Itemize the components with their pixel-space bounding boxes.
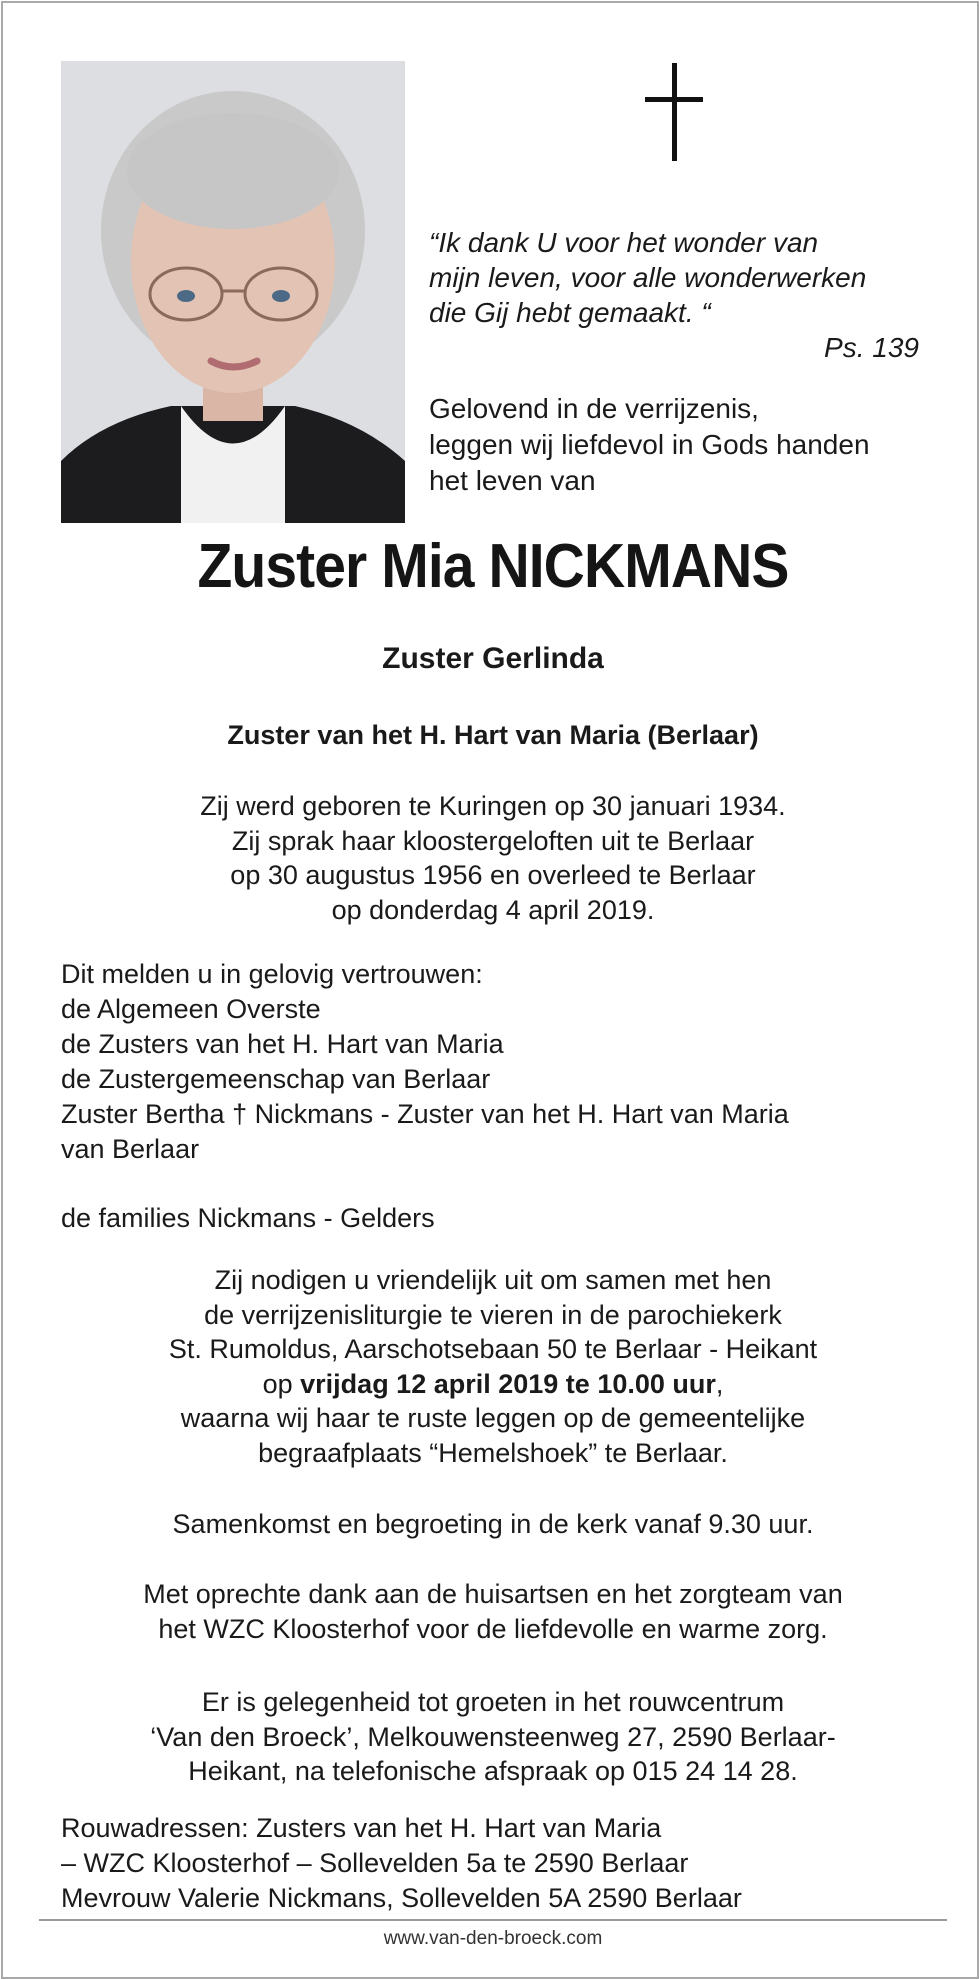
scripture-quote	[429, 225, 939, 365]
intro-line: Gelovend in de verrijzenis,	[429, 393, 759, 424]
viewing-line: Heikant, na telefonische afspraak op 015 24 14 28.	[188, 1756, 798, 1786]
announcer-line: van Berlaar	[61, 1134, 200, 1164]
obituary-card	[1, 1, 979, 1979]
bio-line: op 30 augustus 1956 en overleed te Berlaar	[230, 860, 756, 890]
ceremony-line: Zij nodigen u vriendelijk uit om samen met hen	[214, 1265, 772, 1295]
ceremony-line: de verrijzenisliturgie te vieren in de parochiekerk	[204, 1299, 782, 1330]
viewing-line: ‘Van den Broeck’, Melkouwensteenweg 27, 2590 Berlaar-	[150, 1721, 836, 1752]
religious-name: Zuster Gerlinda	[382, 642, 604, 675]
ceremony-line: waarna wij haar te ruste leggen op de gemeentelijke	[180, 1403, 806, 1433]
mourning-addresses	[61, 1811, 961, 1916]
website-link[interactable]: www.van-den-broeck.com	[383, 1928, 603, 1949]
ceremony-line	[3, 1367, 980, 1402]
families: de families Nickmans - Gelders	[61, 1203, 435, 1233]
thanks-note	[3, 1577, 980, 1646]
ceremony-suffix: ,	[715, 1368, 724, 1399]
intro-text	[429, 391, 939, 499]
ceremony-details	[3, 1263, 980, 1470]
deceased-name: Zuster Mia NICKMANS	[197, 532, 789, 601]
biography	[3, 789, 980, 927]
bio-line: Zij sprak haar kloostergeloften uit te Berlaar	[231, 825, 755, 856]
announcer-line: de Zustergemeenschap van Berlaar	[61, 1064, 491, 1094]
intro-line: het leven van	[429, 465, 596, 496]
viewing-line: Er is gelegenheid tot groeten in het rouwcentrum	[201, 1687, 785, 1717]
ceremony-date: vrijdag 12 april 2019 te 10.00 uur	[300, 1368, 716, 1399]
thanks-line: het WZC Kloosterhof voor de liefdevolle en warme zorg.	[158, 1613, 828, 1644]
announcer-line: de Algemeen Overste	[61, 994, 321, 1024]
congregation-name: Zuster van het H. Hart van Maria (Berlaar)	[227, 720, 759, 750]
announcer-line: de Zusters van het H. Hart van Maria	[61, 1029, 504, 1059]
latin-cross-icon	[643, 63, 705, 163]
address-line: Mevrouw Valerie Nickmans, Sollevelden 5A 2590 Berlaar	[61, 1883, 742, 1913]
thanks-line: Met oprechte dank aan de huisartsen en het zorgteam van	[143, 1579, 843, 1609]
announcer-line: Dit melden u in gelovig vertrouwen:	[61, 959, 483, 989]
footer-divider	[39, 1919, 947, 1921]
viewing-note	[3, 1685, 980, 1789]
portrait-photo-image	[61, 61, 405, 523]
quote-reference: Ps. 139	[824, 332, 919, 363]
announcers	[61, 957, 961, 1167]
address-line: – WZC Kloosterhof – Sollevelden 5a te 2590 Berlaar	[61, 1848, 689, 1878]
gathering-note: Samenkomst en begroeting in de kerk vanaf 9.30 uur.	[172, 1509, 814, 1539]
announcer-line: Zuster Bertha † Nickmans - Zuster van het H. Hart van Maria	[61, 1099, 789, 1129]
ceremony-prefix: op	[262, 1368, 301, 1399]
bio-line: op donderdag 4 april 2019.	[331, 894, 655, 925]
ceremony-line: St. Rumoldus, Aarschotsebaan 50 te Berlaar - Heikant	[168, 1334, 818, 1364]
ceremony-line: begraafplaats “Hemelshoek” te Berlaar.	[258, 1437, 728, 1468]
intro-line: leggen wij liefdevol in Gods handen	[429, 429, 870, 460]
address-line: Rouwadressen: Zusters van het H. Hart van Maria	[61, 1813, 662, 1843]
quote-line: mijn leven, voor alle wonderwerken	[429, 262, 867, 293]
bio-line: Zij werd geboren te Kuringen op 30 januari 1934.	[200, 791, 786, 821]
portrait-photo	[61, 61, 405, 523]
quote-line: “Ik dank U voor het wonder van	[429, 227, 819, 258]
quote-line: die Gij hebt gemaakt. “	[429, 297, 711, 328]
